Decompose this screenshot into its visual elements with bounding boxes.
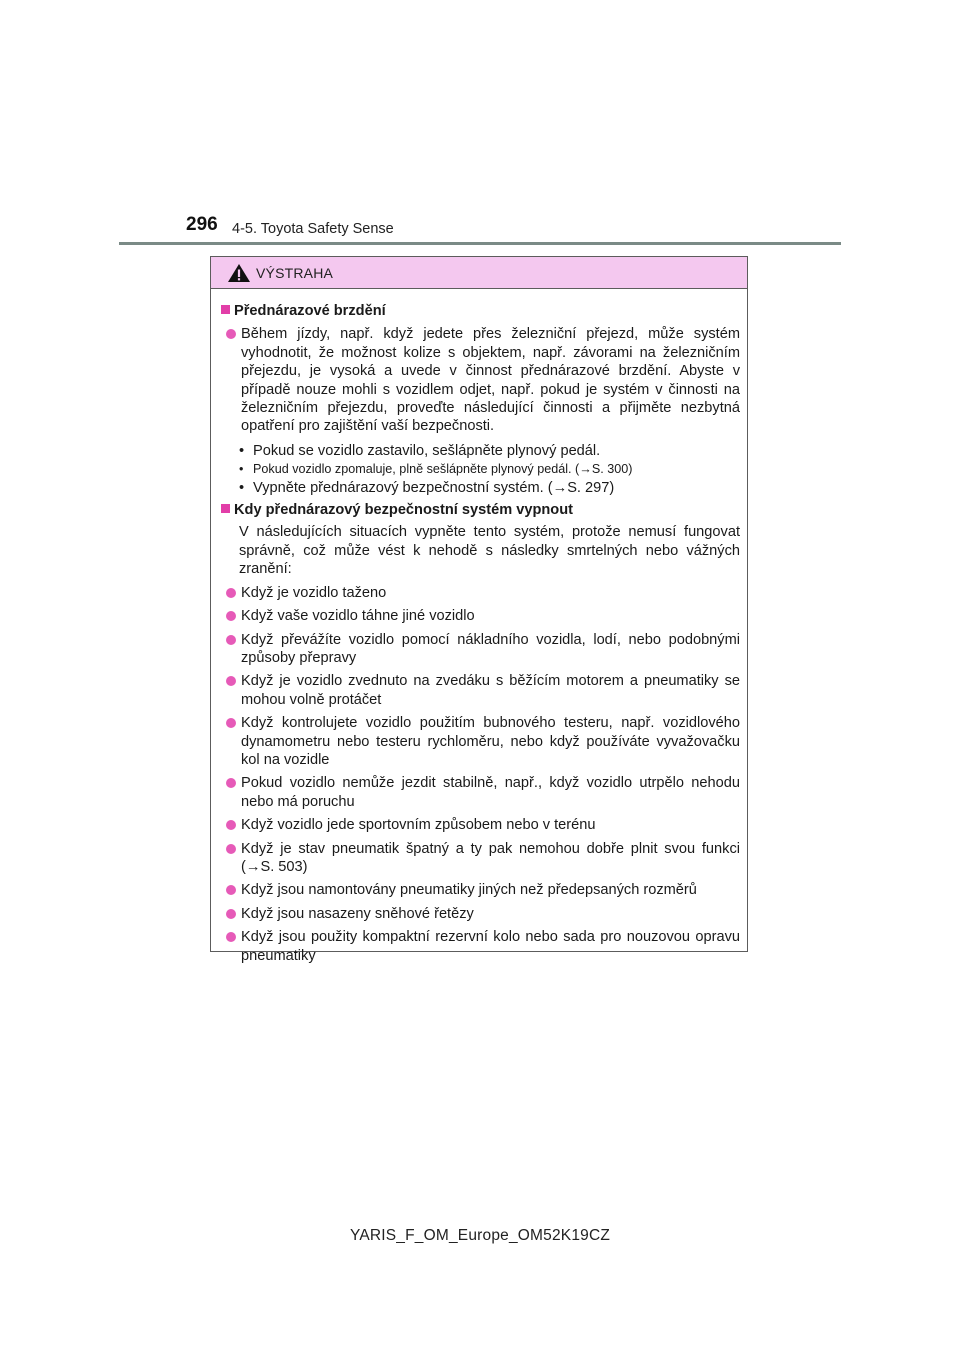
- section-title: 4-5. Toyota Safety Sense: [232, 221, 394, 237]
- list-item: [221, 840, 740, 877]
- list-item-text: Když je vozidlo taženo: [241, 584, 387, 601]
- round-bullet-icon: [226, 844, 236, 854]
- header-rule: [119, 242, 841, 245]
- list-item-text: Když převážíte vozidlo pomocí nákladního vozidla, lodí, nebo podobnými způsoby přepravy: [241, 631, 740, 666]
- round-bullet-icon: [226, 778, 236, 788]
- list-item-text: Když vozidlo jede sportovním způsobem nebo v terénu: [241, 817, 596, 834]
- sub-list-item-text: Pokud vozidlo zpomaluje, plně sešlápněte plynový pedál. (→S. 300): [253, 462, 633, 477]
- round-bullet-icon: [226, 588, 236, 598]
- section-heading-text: Přednárazové brzdění: [234, 303, 386, 319]
- round-bullet-icon: [226, 676, 236, 686]
- sub-list-item-text: Vypněte přednárazový bezpečnostní systém. (→S. 297): [253, 479, 615, 496]
- list-item: [221, 584, 740, 602]
- square-bullet-icon: [221, 305, 230, 314]
- list-item: [221, 774, 740, 811]
- round-bullet-icon: [226, 718, 236, 728]
- round-bullet-icon: [226, 611, 236, 621]
- list-item: [221, 672, 740, 709]
- list-item: [221, 928, 740, 965]
- warning-content: [211, 289, 747, 965]
- list-item-text: Když je vozidlo zvednuto na zvedáku s běžícím motorem a pneumatiky se mohou volně protáčet: [241, 673, 740, 708]
- list-item-text: Když jsou nasazeny sněhové řetězy: [241, 905, 474, 922]
- list-item-text: Během jízdy, např. když jedete přes železniční přejezd, může systém vyhodnotit, že možnost kolize s objektem, např. závorami na železničním přejezdu, je vysoká a uvede v činnost přednárazové brzdění. Abyste v případě nouze mohli s vozidlem odjet, např. pokud je systém v činnosti na železničním přejezdu, proveďte následující činnosti a přijměte nezbytná opatření pro zajištění vaší bezpečnosti.: [241, 326, 740, 435]
- section-heading-text: Kdy přednárazový bezpečnostní systém vypnout: [234, 502, 573, 519]
- list-item-text: Když vaše vozidlo táhne jiné vozidlo: [241, 608, 475, 625]
- warning-title: VÝSTRAHA: [256, 264, 334, 281]
- round-bullet-icon: [226, 909, 236, 919]
- list-item-text: Když kontrolujete vozidlo použitím bubnového testeru, např. vozidlového dynamometru nebo testeru rychloměru, nebo když používáte vyvažovačku kol na vozidle: [241, 715, 740, 768]
- list-item: [221, 714, 740, 769]
- round-bullet-icon: [226, 932, 236, 942]
- round-bullet-icon: [226, 635, 236, 645]
- list-item-text: Když je stav pneumatik špatný a ty pak nemohou dobře plnit svou funkci (→S. 503): [241, 840, 740, 875]
- warning-box: [210, 256, 748, 964]
- section-heading: [221, 501, 740, 519]
- sub-list-item: • Vypněte přednárazový bezpečnostní systém. (→S. 297): [221, 479, 740, 497]
- round-bullet-icon: [226, 329, 236, 339]
- list-item: [221, 881, 740, 899]
- list-item-text: Pokud vozidlo nemůže jezdit stabilně, např., když vozidlo utrpělo nehodu nebo má poruchu: [241, 775, 740, 810]
- page-number: 296: [186, 214, 218, 235]
- sub-list-item: • Pokud se vozidlo zastavilo, sešlápněte plynový pedál.: [221, 442, 740, 460]
- round-bullet-icon: [226, 885, 236, 895]
- list-item: [221, 905, 740, 923]
- round-bullet-icon: [226, 820, 236, 830]
- list-item-text: Když jsou použity kompaktní rezervní kolo nebo sada pro nouzovou opravu pneumatiky: [241, 929, 740, 964]
- document-footer: YARIS_F_OM_Europe_OM52K19CZ: [349, 1227, 611, 1244]
- section-heading: [221, 302, 740, 320]
- list-item: [221, 631, 740, 668]
- section-intro: V následujících situacích vypněte tento systém, protože nemusí fungovat správně, což může vést k nehodě s následky smrtelných nebo vážných zranění:: [239, 524, 740, 578]
- sub-list-item: • Pokud vozidlo zpomaluje, plně sešlápněte plynový pedál. (→S. 300): [221, 460, 740, 478]
- sub-list-item-text: Pokud se vozidlo zastavilo, sešlápněte plynový pedál.: [253, 442, 601, 459]
- square-bullet-icon: [221, 504, 230, 513]
- warning-header: [211, 257, 747, 289]
- warning-triangle-icon: [227, 263, 251, 283]
- list-item: [221, 325, 740, 435]
- list-item-text: Když jsou namontovány pneumatiky jiných než předepsaných rozměrů: [241, 882, 697, 899]
- list-item: [221, 816, 740, 834]
- list-item: [221, 607, 740, 625]
